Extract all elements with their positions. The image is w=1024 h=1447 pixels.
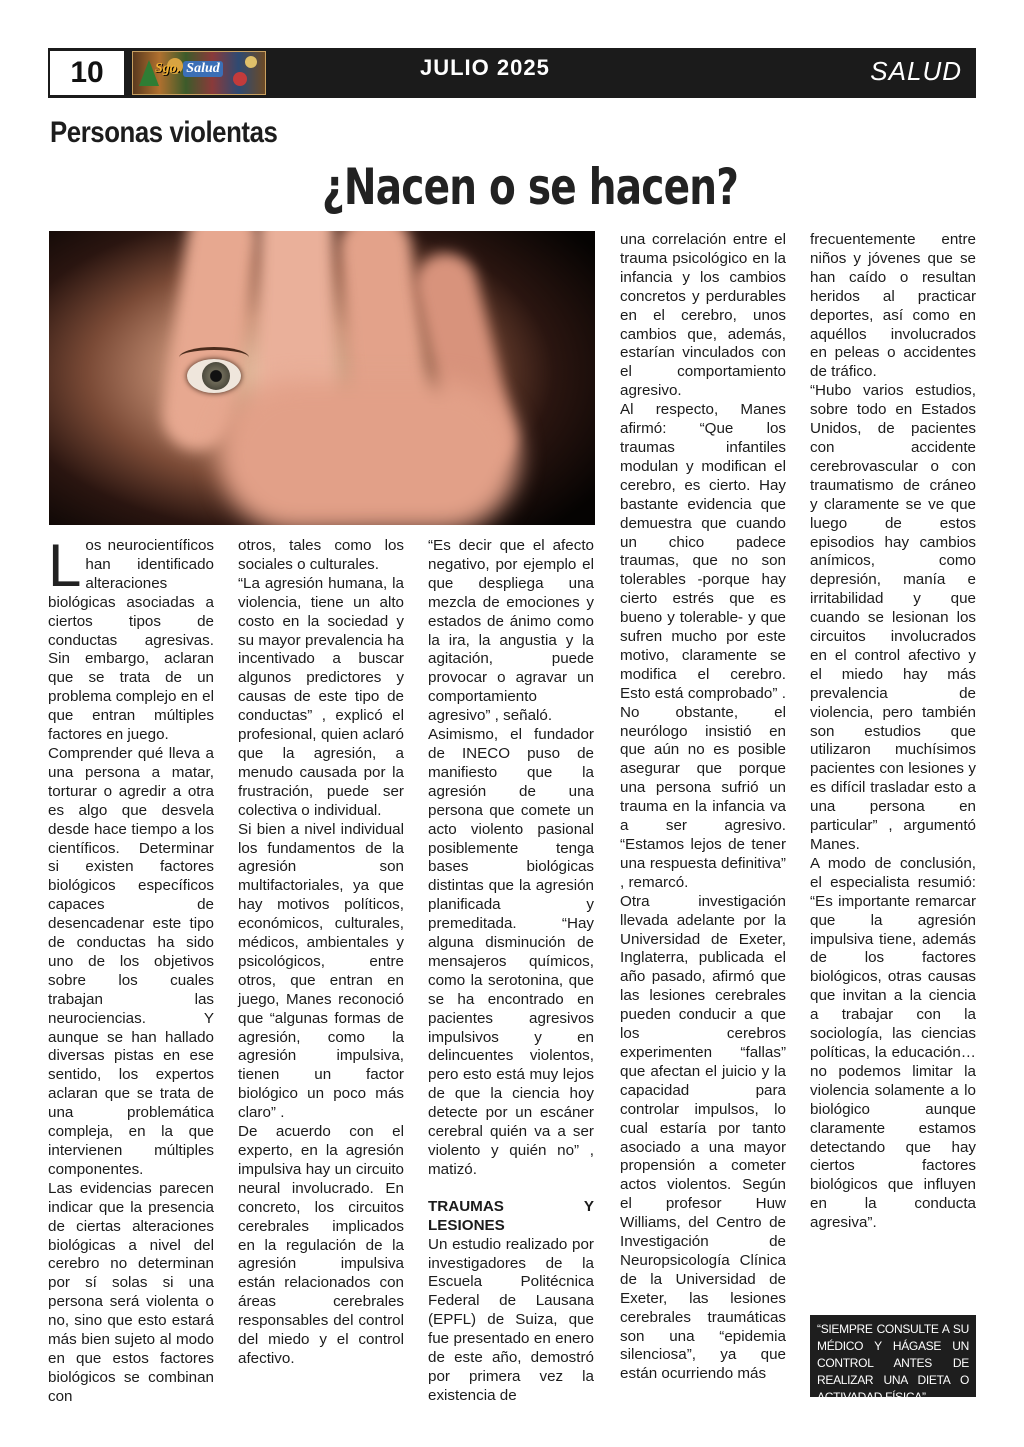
paragraph: “La agresión humana, la violencia, tiene un alto costo en la sociedad y su mayor prevalencia ha incentivado a buscar algunos predictores y causas de este tipo de conductas” , explicó el profesional, quien aclaró que la agresión, a menudo causada por la frustración, puede ser colectiva o individual. bbox=[238, 574, 404, 819]
paragraph-text: os neurocientíficos han identificado alteraciones biológicas asociadas a ciertos tipos de conductas agresivas. Sin embargo, aclaran que se trata de un problema complejo en el que entran múltiples factores en juego. bbox=[48, 537, 214, 744]
masthead-logo bbox=[132, 51, 266, 95]
paragraph: Si bien a nivel individual los fundamentos de la agresión son multifactoriales, ya que hay motivos políticos, económicos, culturales, médicos, ambientales y psicológicos, entre otros, que entran en juego, Manes reconoció que “algunas formas de agresión, como la agresión impulsiva, tienen un factor biológico un poco más claro” . bbox=[238, 820, 404, 1122]
article-headline: ¿Nacen o se hacen? bbox=[322, 158, 739, 216]
page-number: 10 bbox=[50, 51, 124, 95]
advice-callout bbox=[810, 1315, 976, 1404]
photo-shape bbox=[219, 381, 519, 525]
paragraph: Otra investigación llevada adelante por la Universidad de Exeter, Inglaterra, publicada el año pasado, afirmó que las lesiones cerebrales pueden conducir a que los cerebros experimenten “fallas” que afectan el juicio y la capacidad para controlar impulsos, lo cual estaría por tanto asociado a una mayor propensión a cometer actos violentos. Según el profesor Huw Williams, del Centro de Investigación de Neuropsicología Clínica de la Universidad de Exeter, las lesiones cerebrales traumáticas son una “epidemia silenciosa”, ya que están ocurriendo más bbox=[620, 892, 786, 1383]
column-4 bbox=[620, 231, 786, 1384]
drop-cap: L bbox=[48, 532, 82, 599]
paragraph: Al respecto, Manes afirmó: “Que los traumas infantiles modulan y modifican el cerebro, es cierto. Hay bastante evidencia que demuestra que cuando un chico padece traumas, que no son tolerables -porque hay cierto estrés que es bueno y tolerable- y que sufren mucho por este motivo, claramente se modifica el cerebro. Esto está comprobado” . No obstante, el neurólogo insistió en que aún no es posible asegurar que porque una persona sufrió un trauma en la infancia va a ser agresivo. “Estamos lejos de tener una respuesta definitiva” , remarcó. bbox=[620, 401, 786, 891]
paragraph: Comprender qué lleva a una persona a matar, torturar o agredir a otra es algo que desvela desde hace tiempo a los científicos. Determinar si existen factores biológicos específicos capaces de desencadenar este tipo de conductas ha sido uno de los objetivos sobre los cuales trabajan las neurociencias. Y aunque se han hallado diversas pistas en ese sentido, los expertos aclaran que se trata de una problemática compleja, en la que intervienen múltiples componentes. bbox=[48, 744, 214, 1178]
column-1 bbox=[48, 532, 214, 1407]
column-3 bbox=[428, 537, 594, 1406]
paragraph bbox=[48, 532, 214, 745]
paragraph: De acuerdo con el experto, en la agresión impulsiva hay un circuito neural involucrado. En concreto, los circuitos cerebrales implicados en la regulación de la agresión impulsiva están relacionados con áreas cerebrales responsables del control del miedo y el control afectivo. bbox=[238, 1123, 404, 1367]
callout-text: “SIEMPRE CONSULTE A SU MÉDICO Y HÁGASE UN CONTROL ANTES DE REALIZAR UNA DIETA O ACTIVADAD FÍSICA” bbox=[817, 1322, 969, 1404]
issue-date: JULIO 2025 bbox=[420, 55, 550, 80]
subheading: TRAUMAS Y LESIONES bbox=[428, 1197, 594, 1234]
column-2 bbox=[238, 537, 404, 1369]
logo-text bbox=[155, 61, 223, 77]
paragraph: frecuentemente entre niños y jóvenes que se han caído o resultan heridos al practicar deportes, así como en aquéllos involucrados en peleas o accidentes de tráfico. bbox=[810, 231, 976, 381]
article-kicker: Personas violentas bbox=[50, 116, 278, 149]
column-5 bbox=[810, 231, 976, 1233]
paragraph: una correlación entre el trauma psicológico en la infancia y los cambios concretos y perdurables en el cerebro, unos cambios que, además, estarían vinculados con el comportamiento agresivo. bbox=[620, 231, 786, 400]
paragraph: “Hubo varios estudios, sobre todo en Estados Unidos, de pacientes con accidente cerebrovascular o con traumatismo de cráneo y claramente se ve que luego de estos episodios hay cambios anímicos, como depresión, manía e irritabilidad y que cuando se lesionan los circuitos involucrados en el control afectivo y el miedo hay más prevalencia de violencia, pero también son estudios que utilizaron muchísimos pacientes con lesiones y es difícil trasladar esto a una persona en particular” , argumentó Manes. bbox=[810, 382, 976, 853]
photo-shape bbox=[202, 362, 230, 390]
paragraph: Las evidencias parecen indicar que la presencia de ciertas alteraciones biológicas a nivel del cerebro no determinan por sí solas si una persona será violenta o no, sino que esto estará más bien sujeto al modo en que estos factores biológicos se combinan con bbox=[48, 1179, 214, 1405]
logo-text-a: Sgo. bbox=[155, 61, 181, 76]
ornament-icon bbox=[245, 56, 257, 68]
article-photo bbox=[49, 231, 595, 525]
section-name: SALUD bbox=[870, 56, 962, 86]
paragraph: Asimismo, el fundador de INECO puso de manifiesto que la agresión de una persona que comete un acto violento pasional posiblemente tenga bases biológicas distintas que la agresión planificada y premeditada. “Hay alguna disminución de mensajeros químicos, como la serotonina, que se ha encontrado en pacientes agresivos impulsivos y en delincuentes violentos, pero esto está muy lejos de que la ciencia hoy detecte por un escáner cerebral quién va a ser violento y quién no” , matizó. bbox=[428, 726, 594, 1178]
paragraph: Un estudio realizado por investigadores de la Escuela Politécnica Federal de Lausana (EPFL) de Suiza, que fue presentado en enero de este año, demostró por primera vez la existencia de bbox=[428, 1235, 594, 1404]
paragraph: “Es decir que el afecto negativo, por ejemplo el que despliega una mezcla de emociones y estados de ánimo como la ira, la angustia y la agitación, puede provocar o agravar un comportamiento agresivo” , señaló. bbox=[428, 537, 594, 725]
paragraph: A modo de conclusión, el especialista resumió: “Es importante remarcar que la agresión impulsiva tiene, además de los factores biológicos, otras causas que invitan a la ciencia a trabajar con la sociología, las ciencias políticas, la educación… no podemos limitar la violencia solamente a lo biológico aunque claramente estamos detectando que hay ciertos factores biológicos que influyen en la conducta agresiva”. bbox=[810, 854, 976, 1232]
ornament-icon bbox=[233, 72, 247, 86]
paragraph: otros, tales como los sociales o culturales. bbox=[238, 537, 404, 573]
logo-text-b: Salud bbox=[183, 61, 222, 77]
